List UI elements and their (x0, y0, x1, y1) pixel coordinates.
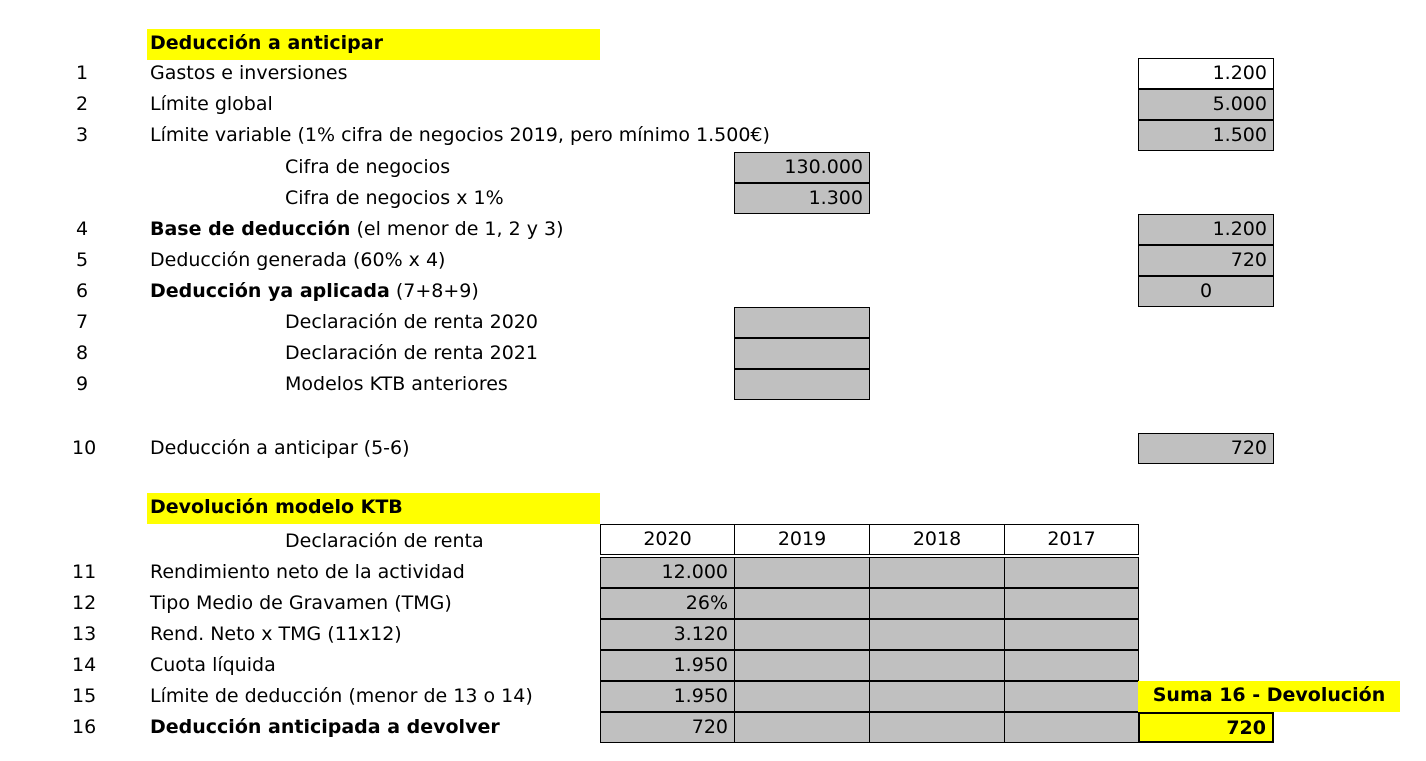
ktb-cell[interactable] (734, 619, 870, 650)
row-number: 15 (72, 685, 97, 707)
ktb-cell[interactable] (1004, 588, 1139, 619)
section-title-devolucion: Devolución modelo KTB (147, 493, 600, 524)
ktb-cell[interactable] (734, 557, 870, 588)
row-number: 16 (72, 716, 97, 738)
row-label: Rend. Neto x TMG (11x12) (150, 623, 402, 645)
deduccion-generada-cell[interactable]: 720 (1138, 245, 1274, 276)
row-label: Límite global (150, 93, 273, 115)
ktb-cell[interactable] (1004, 650, 1139, 681)
ktb-cell[interactable]: 1.950 (600, 681, 735, 712)
row-label-rest: (el menor de 1, 2 y 3) (350, 218, 564, 240)
limite-variable-cell[interactable]: 1.500 (1138, 120, 1274, 151)
ktb-cell[interactable] (734, 588, 870, 619)
ktb-cell[interactable] (734, 650, 870, 681)
row-number: 14 (72, 654, 97, 676)
row-label: Deducción anticipada a devolver (150, 716, 500, 738)
row-number: 10 (72, 437, 97, 459)
renta-2021-cell[interactable] (734, 338, 870, 369)
row-label: Cuota líquida (150, 654, 276, 676)
row-number: 8 (75, 342, 89, 364)
row-label: Declaración de renta 2021 (285, 342, 538, 364)
year-header: 2018 (869, 524, 1005, 555)
cifra-negocios-label: Cifra de negocios (285, 156, 451, 178)
ktb-cell[interactable]: 1.950 (600, 650, 735, 681)
row-number: 4 (75, 218, 89, 240)
row-label (150, 276, 479, 307)
suma-devolucion-label: Suma 16 - Devolución (1138, 681, 1400, 712)
row-label: Deducción a anticipar (5-6) (150, 437, 410, 459)
row-label-bold: Base de deducción (150, 218, 351, 240)
ktb-cell[interactable] (734, 712, 870, 743)
ktb-cell[interactable] (734, 681, 870, 712)
ktb-cell[interactable] (869, 650, 1005, 681)
row-label-rest: (7+8+9) (389, 280, 479, 302)
row-number: 5 (75, 249, 89, 271)
renta-2020-cell[interactable] (734, 307, 870, 338)
row-number: 6 (75, 280, 89, 302)
gastos-inversiones-cell[interactable]: 1.200 (1138, 58, 1274, 89)
row-label: Rendimiento neto de la actividad (150, 561, 465, 583)
ktb-cell[interactable] (1004, 557, 1139, 588)
row-number: 12 (72, 592, 97, 614)
deduccion-aplicada-cell[interactable]: 0 (1138, 276, 1274, 307)
row-number: 7 (75, 311, 89, 333)
row-number: 1 (75, 62, 89, 84)
year-header: 2019 (734, 524, 870, 555)
row-number: 13 (72, 623, 97, 645)
ktb-cell[interactable]: 3.120 (600, 619, 735, 650)
cifra-negocios-pct-cell[interactable]: 1.300 (734, 183, 870, 214)
row-label: Declaración de renta 2020 (285, 311, 538, 333)
ktb-cell[interactable] (1004, 712, 1139, 743)
row-label-bold: Deducción ya aplicada (150, 280, 390, 302)
deduccion-anticipar-cell[interactable]: 720 (1138, 433, 1274, 464)
ktb-cell[interactable] (869, 619, 1005, 650)
modelos-ktb-cell[interactable] (734, 369, 870, 400)
ktb-cell[interactable] (869, 712, 1005, 743)
cifra-negocios-pct-label: Cifra de negocios x 1% (285, 187, 504, 209)
row-number: 2 (75, 93, 89, 115)
row-label (150, 214, 564, 245)
row-label: Límite de deducción (menor de 13 o 14) (150, 685, 533, 707)
ktb-cell[interactable] (869, 557, 1005, 588)
declaracion-renta-label: Declaración de renta (285, 530, 484, 552)
row-label: Tipo Medio de Gravamen (TMG) (150, 592, 452, 614)
row-label: Gastos e inversiones (150, 62, 348, 84)
ktb-cell[interactable] (869, 681, 1005, 712)
ktb-cell[interactable]: 26% (600, 588, 735, 619)
row-number: 3 (75, 124, 89, 146)
ktb-cell[interactable] (869, 588, 1005, 619)
ktb-cell[interactable] (1004, 681, 1139, 712)
row-number: 9 (75, 373, 89, 395)
row-number: 11 (72, 561, 97, 583)
row-label: Límite variable (1% cifra de negocios 2019, pero mínimo 1.500€) (150, 124, 770, 146)
row-label: Modelos KTB anteriores (285, 373, 508, 395)
row-label: Deducción generada (60% x 4) (150, 249, 446, 271)
ktb-cell[interactable]: 12.000 (600, 557, 735, 588)
ktb-cell[interactable]: 720 (600, 712, 735, 743)
section-title-deduccion: Deducción a anticipar (147, 29, 600, 60)
suma-devolucion-value[interactable]: 720 (1138, 712, 1274, 743)
year-header: 2020 (600, 524, 735, 555)
ktb-cell[interactable] (1004, 619, 1139, 650)
year-header: 2017 (1004, 524, 1139, 555)
base-deduccion-cell[interactable]: 1.200 (1138, 214, 1274, 245)
limite-global-cell[interactable]: 5.000 (1138, 89, 1274, 120)
cifra-negocios-cell[interactable]: 130.000 (734, 152, 870, 183)
